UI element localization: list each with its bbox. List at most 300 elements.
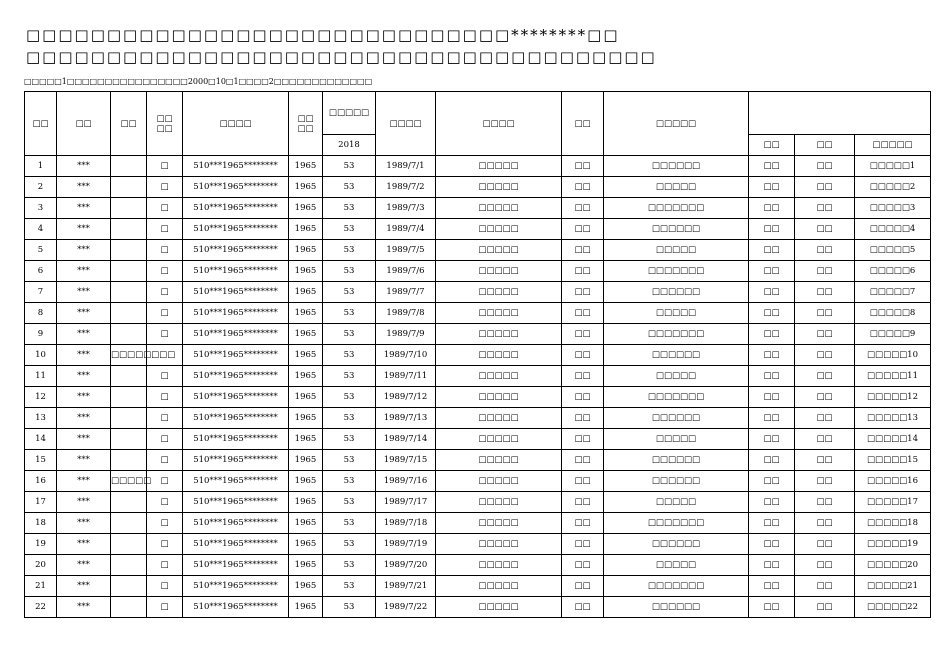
cell-sub2: □□ <box>795 597 855 618</box>
cell-name: *** <box>57 597 111 618</box>
cell-sub1: □□ <box>749 450 795 471</box>
cell-seq: 16 <box>25 471 57 492</box>
cell-col10: □□ <box>562 597 604 618</box>
cell-gender: □ <box>147 177 183 198</box>
table-row <box>25 597 931 618</box>
cell-col11: □□□□□□□ <box>604 576 749 597</box>
cell-id: 510***1965******** <box>183 450 289 471</box>
cell-join-date: 1989/7/12 <box>376 387 436 408</box>
cell-sub3: □□□□□14 <box>855 429 931 450</box>
cell-col3: □□□□□ <box>111 471 147 492</box>
cell-col3 <box>111 156 147 177</box>
cell-seq: 10 <box>25 345 57 366</box>
cell-birth-year: 1965 <box>289 366 323 387</box>
cell-col10: □□ <box>562 534 604 555</box>
table-row <box>25 429 931 450</box>
cell-name: *** <box>57 513 111 534</box>
cell-col9: □□□□□ <box>436 492 562 513</box>
cell-sub1: □□ <box>749 408 795 429</box>
cell-col11: □□□□□□□ <box>604 387 749 408</box>
cell-sub1: □□ <box>749 555 795 576</box>
cell-sub1: □□ <box>749 198 795 219</box>
cell-sub1: □□ <box>749 513 795 534</box>
cell-col11: □□□□□ <box>604 177 749 198</box>
cell-sub3: □□□□□1 <box>855 156 931 177</box>
cell-sub3: □□□□□11 <box>855 366 931 387</box>
cell-gender: □ <box>147 240 183 261</box>
header-sub1: □□ <box>749 135 795 156</box>
cell-id: 510***1965******** <box>183 324 289 345</box>
cell-id: 510***1965******** <box>183 513 289 534</box>
cell-col9: □□□□□ <box>436 513 562 534</box>
cell-seq: 11 <box>25 366 57 387</box>
cell-col11: □□□□□ <box>604 429 749 450</box>
table-row <box>25 576 931 597</box>
header-col10: □□ <box>562 92 604 156</box>
cell-sub2: □□ <box>795 156 855 177</box>
cell-sub3: □□□□□7 <box>855 282 931 303</box>
cell-sub3: □□□□□22 <box>855 597 931 618</box>
cell-name: *** <box>57 429 111 450</box>
cell-col3 <box>111 282 147 303</box>
cell-id: 510***1965******** <box>183 534 289 555</box>
cell-join-date: 1989/7/20 <box>376 555 436 576</box>
header-sub2: □□ <box>795 135 855 156</box>
cell-col11: □□□□□□□ <box>604 513 749 534</box>
cell-sub2: □□ <box>795 282 855 303</box>
cell-sub2: □□ <box>795 534 855 555</box>
cell-col3 <box>111 534 147 555</box>
cell-join-date: 1989/7/14 <box>376 429 436 450</box>
cell-sub3: □□□□□18 <box>855 513 931 534</box>
cell-age: 53 <box>323 408 376 429</box>
cell-gender: □ <box>147 534 183 555</box>
cell-age: 53 <box>323 492 376 513</box>
cell-gender: □ <box>147 303 183 324</box>
cell-age: 53 <box>323 324 376 345</box>
header-col9: □□□□ <box>436 92 562 156</box>
cell-gender: □ <box>147 366 183 387</box>
cell-sub3: □□□□□19 <box>855 534 931 555</box>
cell-seq: 18 <box>25 513 57 534</box>
cell-col3 <box>111 303 147 324</box>
cell-sub1: □□ <box>749 219 795 240</box>
table-row <box>25 282 931 303</box>
cell-seq: 19 <box>25 534 57 555</box>
cell-sub3: □□□□□20 <box>855 555 931 576</box>
cell-sub2: □□ <box>795 345 855 366</box>
cell-id: 510***1965******** <box>183 198 289 219</box>
cell-gender: □ <box>147 492 183 513</box>
cell-gender: □ <box>147 282 183 303</box>
cell-age: 53 <box>323 534 376 555</box>
cell-join-date: 1989/7/7 <box>376 282 436 303</box>
cell-birth-year: 1965 <box>289 261 323 282</box>
cell-gender: □ <box>147 387 183 408</box>
table-row <box>25 261 931 282</box>
cell-gender: □ <box>147 219 183 240</box>
cell-sub2: □□ <box>795 261 855 282</box>
cell-birth-year: 1965 <box>289 429 323 450</box>
cell-age: 53 <box>323 198 376 219</box>
cell-col3 <box>111 219 147 240</box>
cell-sub3: □□□□□16 <box>855 471 931 492</box>
cell-sub1: □□ <box>749 261 795 282</box>
cell-col9: □□□□□ <box>436 534 562 555</box>
cell-id: 510***1965******** <box>183 366 289 387</box>
table-note: □□□□□1□□□□□□□□□□□□□□□□2000□10□1□□□□2□□□□□□□□□□□□□ <box>24 77 373 86</box>
cell-age: 53 <box>323 303 376 324</box>
cell-col10: □□ <box>562 576 604 597</box>
cell-col3 <box>111 576 147 597</box>
table-row <box>25 324 931 345</box>
cell-birth-year: 1965 <box>289 219 323 240</box>
cell-age: 53 <box>323 597 376 618</box>
cell-col10: □□ <box>562 261 604 282</box>
cell-col9: □□□□□ <box>436 303 562 324</box>
cell-id: 510***1965******** <box>183 429 289 450</box>
cell-col3 <box>111 555 147 576</box>
cell-col10: □□ <box>562 177 604 198</box>
header-join-date: □□□□ <box>376 92 436 156</box>
cell-sub3: □□□□□13 <box>855 408 931 429</box>
cell-col9: □□□□□ <box>436 576 562 597</box>
document-title: □□□□□□□□□□□□□□□□□□□□□□□□□□□□□□********□□ <box>26 26 620 44</box>
header-id: □□□□ <box>183 92 289 156</box>
cell-age: 53 <box>323 429 376 450</box>
cell-age: 53 <box>323 387 376 408</box>
cell-sub2: □□ <box>795 513 855 534</box>
cell-birth-year: 1965 <box>289 513 323 534</box>
cell-sub1: □□ <box>749 471 795 492</box>
cell-sub3: □□□□□5 <box>855 240 931 261</box>
cell-seq: 13 <box>25 408 57 429</box>
cell-col9: □□□□□ <box>436 345 562 366</box>
cell-seq: 22 <box>25 597 57 618</box>
table-row <box>25 156 931 177</box>
table-row <box>25 366 931 387</box>
cell-name: *** <box>57 219 111 240</box>
cell-col9: □□□□□ <box>436 366 562 387</box>
table-row <box>25 492 931 513</box>
cell-seq: 7 <box>25 282 57 303</box>
cell-col10: □□ <box>562 450 604 471</box>
cell-col10: □□ <box>562 240 604 261</box>
cell-col11: □□□□□□ <box>604 597 749 618</box>
cell-sub2: □□ <box>795 324 855 345</box>
cell-gender: □ <box>147 555 183 576</box>
cell-name: *** <box>57 156 111 177</box>
cell-sub2: □□ <box>795 303 855 324</box>
cell-join-date: 1989/7/6 <box>376 261 436 282</box>
cell-sub2: □□ <box>795 240 855 261</box>
cell-age: 53 <box>323 366 376 387</box>
cell-col11: □□□□□□ <box>604 156 749 177</box>
cell-sub2: □□ <box>795 387 855 408</box>
cell-col9: □□□□□ <box>436 177 562 198</box>
cell-col10: □□ <box>562 555 604 576</box>
cell-birth-year: 1965 <box>289 534 323 555</box>
cell-col10: □□ <box>562 408 604 429</box>
cell-id: 510***1965******** <box>183 177 289 198</box>
cell-sub1: □□ <box>749 576 795 597</box>
personnel-table <box>24 91 931 618</box>
document-subtitle: □□□□□□□□□□□□□□□□□□□□□□□□□□□□□□□□□□□□□□□ <box>26 48 657 66</box>
cell-sub1: □□ <box>749 156 795 177</box>
cell-seq: 9 <box>25 324 57 345</box>
cell-birth-year: 1965 <box>289 198 323 219</box>
cell-col10: □□ <box>562 282 604 303</box>
cell-id: 510***1965******** <box>183 471 289 492</box>
header-birth-year: □□ □□ <box>289 92 323 156</box>
cell-birth-year: 1965 <box>289 492 323 513</box>
cell-join-date: 1989/7/4 <box>376 219 436 240</box>
cell-seq: 17 <box>25 492 57 513</box>
table-row <box>25 471 931 492</box>
table-row <box>25 534 931 555</box>
cell-col3: □□□□□□□□ <box>111 345 147 366</box>
table-row <box>25 240 931 261</box>
cell-col11: □□□□□ <box>604 240 749 261</box>
cell-birth-year: 1965 <box>289 324 323 345</box>
cell-join-date: 1989/7/5 <box>376 240 436 261</box>
cell-sub3: □□□□□3 <box>855 198 931 219</box>
cell-seq: 20 <box>25 555 57 576</box>
cell-sub2: □□ <box>795 555 855 576</box>
cell-sub3: □□□□□21 <box>855 576 931 597</box>
cell-name: *** <box>57 261 111 282</box>
header-col3: □□ <box>111 92 147 156</box>
cell-name: *** <box>57 492 111 513</box>
cell-name: *** <box>57 345 111 366</box>
cell-birth-year: 1965 <box>289 240 323 261</box>
cell-seq: 5 <box>25 240 57 261</box>
header-col11: □□□□□ <box>604 92 749 156</box>
cell-sub3: □□□□□10 <box>855 345 931 366</box>
cell-col3 <box>111 492 147 513</box>
cell-col3 <box>111 387 147 408</box>
cell-col9: □□□□□ <box>436 156 562 177</box>
cell-col11: □□□□□□ <box>604 345 749 366</box>
cell-id: 510***1965******** <box>183 240 289 261</box>
cell-age: 53 <box>323 156 376 177</box>
table-row <box>25 177 931 198</box>
cell-sub1: □□ <box>749 366 795 387</box>
cell-gender: □ <box>147 408 183 429</box>
cell-col10: □□ <box>562 366 604 387</box>
cell-birth-year: 1965 <box>289 471 323 492</box>
cell-name: *** <box>57 576 111 597</box>
cell-age: 53 <box>323 576 376 597</box>
cell-col11: □□□□□□□ <box>604 324 749 345</box>
cell-col11: □□□□□□ <box>604 408 749 429</box>
cell-join-date: 1989/7/22 <box>376 597 436 618</box>
cell-col11: □□□□□ <box>604 555 749 576</box>
table-row <box>25 387 931 408</box>
cell-col10: □□ <box>562 219 604 240</box>
cell-sub2: □□ <box>795 219 855 240</box>
cell-sub1: □□ <box>749 534 795 555</box>
cell-col11: □□□□□□ <box>604 450 749 471</box>
header-group <box>749 92 931 135</box>
cell-name: *** <box>57 471 111 492</box>
cell-join-date: 1989/7/19 <box>376 534 436 555</box>
cell-join-date: 1989/7/18 <box>376 513 436 534</box>
cell-col11: □□□□□□ <box>604 471 749 492</box>
cell-age: 53 <box>323 282 376 303</box>
cell-sub1: □□ <box>749 345 795 366</box>
cell-col10: □□ <box>562 303 604 324</box>
cell-id: 510***1965******** <box>183 219 289 240</box>
cell-age: 53 <box>323 240 376 261</box>
cell-col11: □□□□□□ <box>604 534 749 555</box>
cell-id: 510***1965******** <box>183 408 289 429</box>
cell-col3 <box>111 261 147 282</box>
cell-name: *** <box>57 408 111 429</box>
cell-id: 510***1965******** <box>183 492 289 513</box>
cell-join-date: 1989/7/21 <box>376 576 436 597</box>
cell-sub2: □□ <box>795 366 855 387</box>
cell-sub1: □□ <box>749 597 795 618</box>
cell-age: 53 <box>323 513 376 534</box>
cell-sub1: □□ <box>749 240 795 261</box>
cell-gender: □ <box>147 450 183 471</box>
cell-col10: □□ <box>562 198 604 219</box>
cell-col3 <box>111 177 147 198</box>
cell-sub3: □□□□□4 <box>855 219 931 240</box>
cell-col9: □□□□□ <box>436 555 562 576</box>
header-seq: □□ <box>25 92 57 156</box>
header-sub3: □□□□□ <box>855 135 931 156</box>
header-gender: □□ □□ <box>147 92 183 156</box>
cell-col9: □□□□□ <box>436 261 562 282</box>
cell-gender: □ <box>147 429 183 450</box>
cell-name: *** <box>57 450 111 471</box>
cell-col3 <box>111 324 147 345</box>
cell-birth-year: 1965 <box>289 345 323 366</box>
cell-seq: 21 <box>25 576 57 597</box>
cell-id: 510***1965******** <box>183 387 289 408</box>
cell-col10: □□ <box>562 156 604 177</box>
cell-name: *** <box>57 177 111 198</box>
cell-seq: 12 <box>25 387 57 408</box>
cell-col9: □□□□□ <box>436 387 562 408</box>
cell-gender: □ <box>147 198 183 219</box>
cell-name: *** <box>57 324 111 345</box>
header-name: □□ <box>57 92 111 156</box>
cell-sub3: □□□□□8 <box>855 303 931 324</box>
cell-birth-year: 1965 <box>289 597 323 618</box>
cell-join-date: 1989/7/3 <box>376 198 436 219</box>
cell-col10: □□ <box>562 429 604 450</box>
cell-join-date: 1989/7/8 <box>376 303 436 324</box>
cell-col3 <box>111 408 147 429</box>
cell-id: 510***1965******** <box>183 303 289 324</box>
cell-age: 53 <box>323 471 376 492</box>
cell-col10: □□ <box>562 345 604 366</box>
cell-birth-year: 1965 <box>289 282 323 303</box>
cell-sub1: □□ <box>749 429 795 450</box>
cell-col3 <box>111 513 147 534</box>
cell-col3 <box>111 429 147 450</box>
cell-col10: □□ <box>562 387 604 408</box>
cell-sub1: □□ <box>749 324 795 345</box>
cell-birth-year: 1965 <box>289 576 323 597</box>
table-row <box>25 513 931 534</box>
cell-join-date: 1989/7/2 <box>376 177 436 198</box>
cell-join-date: 1989/7/15 <box>376 450 436 471</box>
table-row <box>25 555 931 576</box>
cell-sub2: □□ <box>795 450 855 471</box>
cell-birth-year: 1965 <box>289 303 323 324</box>
cell-col11: □□□□□□□ <box>604 198 749 219</box>
cell-id: 510***1965******** <box>183 261 289 282</box>
cell-name: *** <box>57 387 111 408</box>
cell-col3 <box>111 450 147 471</box>
table-row <box>25 345 931 366</box>
cell-col9: □□□□□ <box>436 240 562 261</box>
cell-col9: □□□□□ <box>436 471 562 492</box>
cell-name: *** <box>57 282 111 303</box>
cell-col11: □□□□□ <box>604 366 749 387</box>
cell-sub3: □□□□□15 <box>855 450 931 471</box>
cell-seq: 3 <box>25 198 57 219</box>
cell-col9: □□□□□ <box>436 408 562 429</box>
cell-col11: □□□□□□ <box>604 282 749 303</box>
cell-age: 53 <box>323 261 376 282</box>
cell-sub1: □□ <box>749 177 795 198</box>
cell-birth-year: 1965 <box>289 387 323 408</box>
cell-seq: 4 <box>25 219 57 240</box>
cell-seq: 14 <box>25 429 57 450</box>
cell-sub3: □□□□□6 <box>855 261 931 282</box>
cell-name: *** <box>57 303 111 324</box>
cell-col10: □□ <box>562 324 604 345</box>
cell-birth-year: 1965 <box>289 450 323 471</box>
cell-birth-year: 1965 <box>289 156 323 177</box>
cell-join-date: 1989/7/1 <box>376 156 436 177</box>
table-row <box>25 219 931 240</box>
cell-col11: □□□□□□ <box>604 219 749 240</box>
cell-sub1: □□ <box>749 282 795 303</box>
cell-sub2: □□ <box>795 408 855 429</box>
cell-col9: □□□□□ <box>436 282 562 303</box>
header-age: □□□□□ <box>323 92 376 135</box>
cell-seq: 8 <box>25 303 57 324</box>
cell-seq: 15 <box>25 450 57 471</box>
table-row <box>25 450 931 471</box>
cell-birth-year: 1965 <box>289 555 323 576</box>
cell-col11: □□□□□ <box>604 492 749 513</box>
table-row <box>25 198 931 219</box>
cell-sub2: □□ <box>795 471 855 492</box>
cell-id: 510***1965******** <box>183 156 289 177</box>
cell-id: 510***1965******** <box>183 576 289 597</box>
header-age-year: 2018 <box>323 135 376 156</box>
cell-sub2: □□ <box>795 576 855 597</box>
cell-sub3: □□□□□9 <box>855 324 931 345</box>
cell-name: *** <box>57 240 111 261</box>
cell-col9: □□□□□ <box>436 219 562 240</box>
cell-id: 510***1965******** <box>183 597 289 618</box>
cell-sub3: □□□□□12 <box>855 387 931 408</box>
cell-gender: □ <box>147 576 183 597</box>
cell-age: 53 <box>323 450 376 471</box>
cell-col11: □□□□□ <box>604 303 749 324</box>
cell-sub1: □□ <box>749 492 795 513</box>
cell-id: 510***1965******** <box>183 555 289 576</box>
cell-sub3: □□□□□2 <box>855 177 931 198</box>
